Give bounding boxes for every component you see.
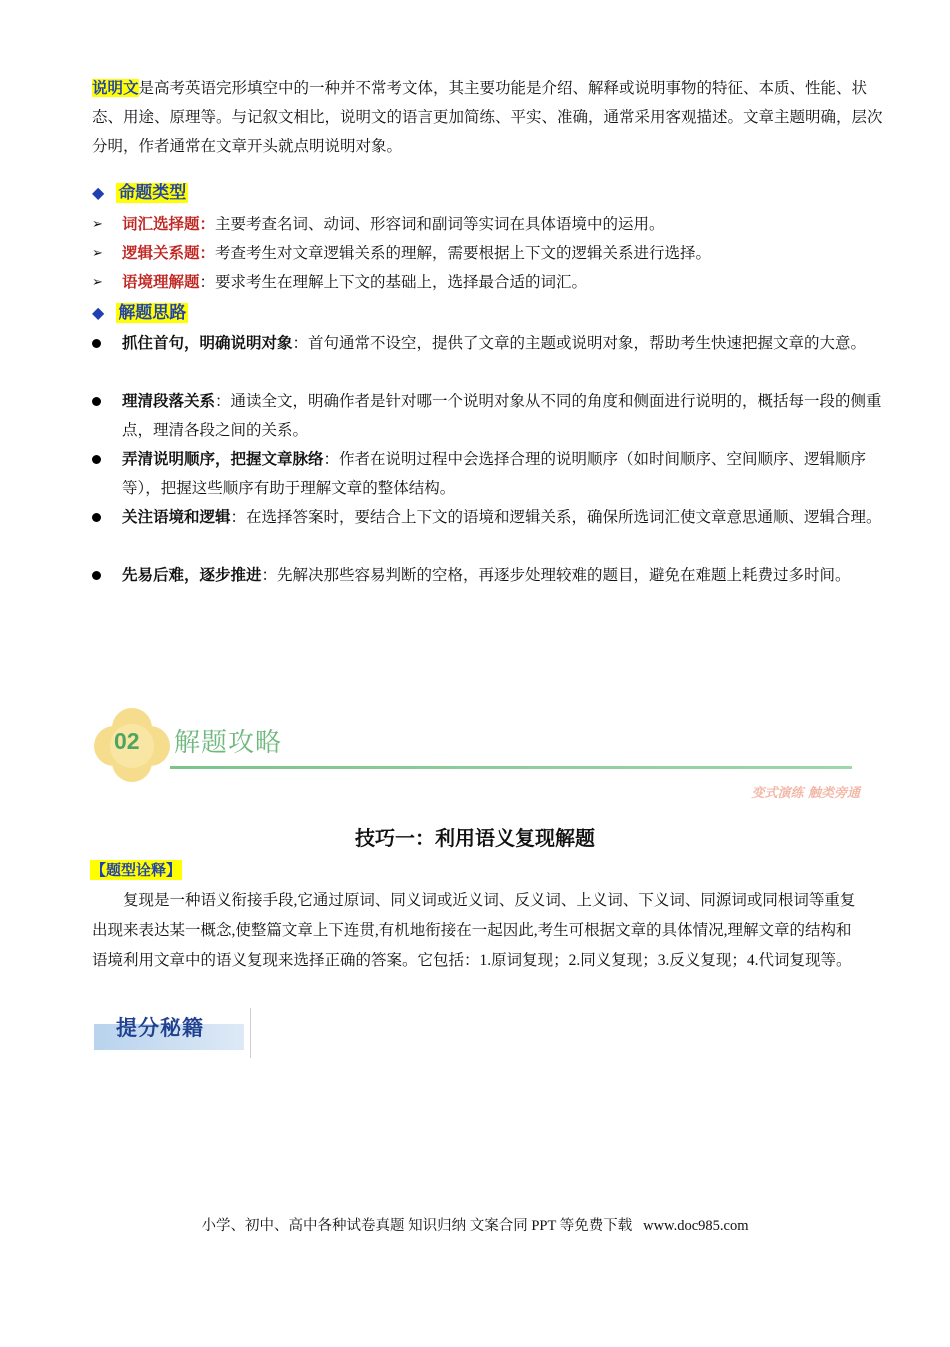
item-label: 逻辑关系题：: [122, 244, 216, 262]
intro-term: 说明文: [92, 79, 139, 97]
bullet-dot-icon: [92, 397, 101, 406]
technique-tag: 【题型诠释】: [91, 861, 182, 879]
item-text: ：在选择答案时，要结合上下文的语境和逻辑关系，确保所选词汇使文章意思通顺、逻辑合理。: [230, 508, 882, 526]
diamond-icon: ◆: [92, 183, 105, 202]
section-heading-types-text: 命题类型: [118, 183, 187, 203]
list-item: [92, 387, 882, 445]
list-item: [92, 329, 882, 358]
page-footer: 小学、初中、高中各种试卷真题 知识归纳 文案合同 PPT 等免费下载 www.doc985.com: [201, 1218, 749, 1234]
item-label: 关注语境和逻辑: [122, 508, 231, 526]
tip-badge-divider: [250, 1008, 251, 1058]
item-label: 词汇选择题：: [122, 215, 216, 233]
banner-number: 02: [114, 728, 140, 754]
banner-title: 解题攻略: [174, 728, 283, 758]
item-text: 主要考查名词、动词、形容词和副词等实词在具体语境中的运用。: [215, 215, 665, 233]
tip-badge-text: 提分秘籍: [116, 1016, 204, 1040]
item-text: 考查考生对文章逻辑关系的理解，需要根据上下文的逻辑关系进行选择。: [215, 244, 712, 262]
technique-title: 技巧一：利用语义复现解题: [355, 826, 595, 850]
list-item: [92, 268, 892, 297]
arrow-bullet-icon: ➢: [92, 246, 103, 261]
bullet-dot-icon: [92, 455, 101, 464]
list-item: [92, 239, 892, 268]
item-text: ：先解决那些容易判断的空格，再逐步处理较难的题目，避免在难题上耗费过多时间。: [261, 566, 851, 584]
section-heading-thoughts: [92, 300, 188, 326]
banner-underline: [170, 766, 852, 769]
item-label: 理清段落关系: [122, 392, 216, 410]
bullet-dot-icon: [92, 339, 101, 348]
list-item: [92, 561, 882, 590]
list-item: [92, 445, 882, 503]
bullet-dot-icon: [92, 513, 101, 522]
diamond-icon: ◆: [92, 303, 105, 322]
bullet-dot-icon: [92, 571, 101, 580]
item-text: ：首句通常不设空，提供了文章的主题或说明对象，帮助考生快速把握文章的大意。: [292, 334, 867, 352]
technique-paragraph: [92, 886, 862, 976]
technique-paragraph-text: 复现是一种语义衔接手段,它通过原词、同义词或近义词、反义词、上义词、下义词、同源词或同根词等重复出现来表达某一概念,使整篇文章上下连贯,有机地衔接在一起因此,考生可根据文章的具体情况,理解文章的结构和语境利用文章中的语义复现来选择正确的答案。它包括：1.原词复现；2.同义复现；3.反义复现；4.代词复现等。: [92, 892, 856, 969]
item-label: 弄清说明顺序，把握文章脉络: [122, 450, 324, 468]
intro-paragraph: [92, 74, 892, 161]
item-text: ：通读全文，明确作者是针对哪一个说明对象从不同的角度和侧面进行说明的，概括每一段的侧重点，理清各段之间的关系。: [122, 392, 882, 439]
intro-text: 是高考英语完形填空中的一种并不常考文体，其主要功能是介绍、解释或说明事物的特征、本质、性能、状态、用途、原理等。与记叙文相比，说明文的语言更加简练、平实、准确，通常采用客观描述。文章主题明确，层次分明，作者通常在文章开头就点明说明对象。: [92, 79, 883, 155]
item-label: 抓住首句，明确说明对象: [122, 334, 293, 352]
section-heading-thoughts-text: 解题思路: [118, 303, 187, 323]
item-label: 语境理解题: [122, 273, 200, 291]
item-text: ：要求考生在理解上下文的基础上，选择最合适的词汇。: [199, 273, 588, 291]
arrow-bullet-icon: ➢: [92, 217, 103, 232]
section-heading-types: [92, 180, 188, 206]
section-banner: [92, 702, 862, 802]
tip-badge: [92, 1008, 254, 1058]
list-item: [92, 503, 882, 532]
banner-subtitle: 变式演练 触类旁通: [751, 786, 860, 801]
item-text: ：作者在说明过程中会选择合理的说明顺序（如时间顺序、空间顺序、逻辑顺序等），把握这些顺序有助于理解文章的整体结构。: [122, 450, 867, 497]
item-label: 先易后难，逐步推进: [122, 566, 262, 584]
list-item: [92, 210, 892, 239]
arrow-bullet-icon: ➢: [92, 275, 103, 290]
